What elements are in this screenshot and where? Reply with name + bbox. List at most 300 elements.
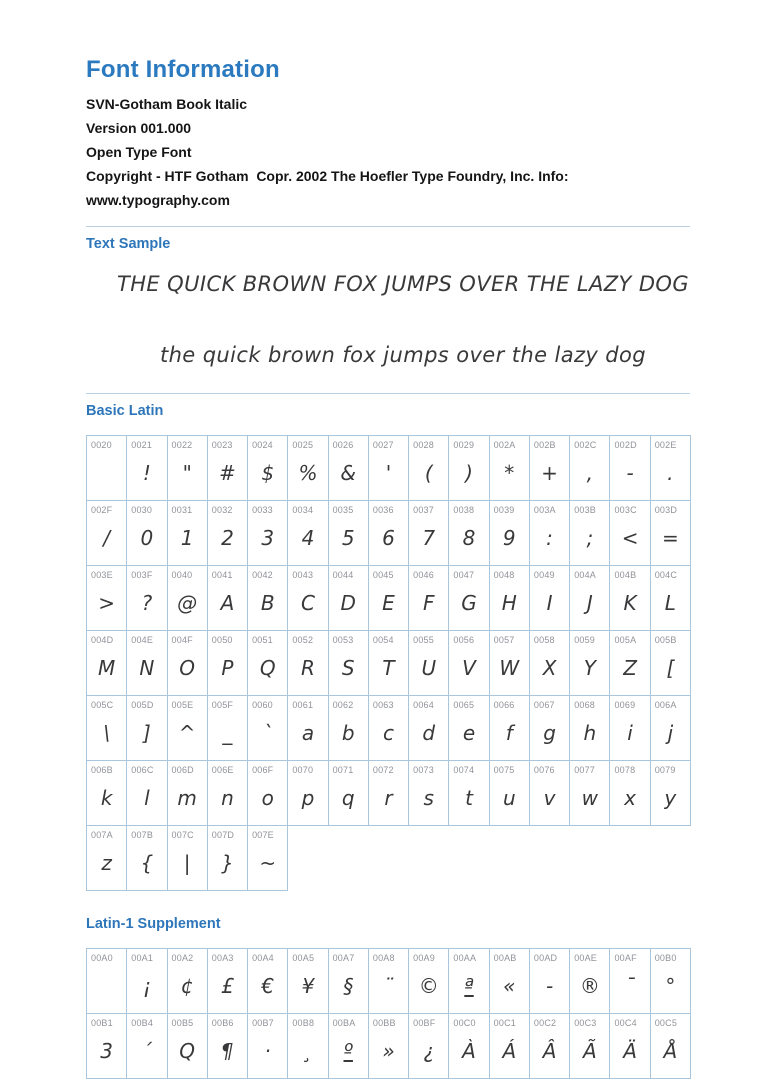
glyph-cell [409, 566, 449, 631]
glyph-cell [490, 949, 530, 1014]
glyph-cell [329, 501, 369, 566]
glyph: v [543, 785, 556, 810]
glyph: C [300, 590, 315, 615]
codepoint-label: 00B8 [292, 1018, 315, 1028]
glyph-cell [288, 949, 328, 1014]
codepoint-label: 0045 [372, 570, 394, 580]
glyph: ¿ [423, 1038, 435, 1063]
glyph: º [343, 1038, 353, 1063]
glyph-cell [127, 566, 167, 631]
glyph: ¡ [142, 973, 151, 998]
glyph-cell [610, 1014, 650, 1079]
glyph-cell [208, 761, 248, 826]
codepoint-label: 00AD [533, 953, 558, 963]
glyph: ¸ [302, 1038, 313, 1063]
glyph: h [583, 720, 597, 745]
glyph-cell [87, 501, 127, 566]
glyph: $ [261, 460, 275, 485]
glyph: o [261, 785, 274, 810]
codepoint-label: 002B [533, 440, 556, 450]
glyph: R [301, 655, 315, 680]
glyph-cell [168, 631, 208, 696]
glyph-cell [490, 696, 530, 761]
codepoint-label: 002F [91, 505, 113, 515]
codepoint-label: 0061 [292, 700, 314, 710]
glyph: F [423, 590, 435, 615]
codepoint-label: 0022 [171, 440, 193, 450]
codepoint-label: 0075 [493, 765, 515, 775]
glyph-cell [610, 436, 650, 501]
codepoint-label: 0047 [453, 570, 475, 580]
codepoint-label: 00BB [372, 1018, 396, 1028]
codepoint-label: 00A9 [413, 953, 435, 963]
glyph-cell [127, 1014, 167, 1079]
glyph-cell [127, 436, 167, 501]
codepoint-label: 00AA [453, 953, 477, 963]
glyph: 3 [261, 525, 275, 550]
glyph: & [340, 460, 357, 485]
codepoint-label: 003B [574, 505, 597, 515]
glyph: ( [424, 460, 433, 485]
glyph: W [499, 655, 520, 680]
codepoint-label: 0077 [574, 765, 596, 775]
glyph: ~ [259, 850, 277, 875]
codepoint-label: 00B5 [171, 1018, 194, 1028]
glyph-cell [208, 566, 248, 631]
codepoint-label: 00C5 [654, 1018, 678, 1028]
codepoint-label: 0067 [533, 700, 555, 710]
glyph: Q [179, 1038, 196, 1063]
glyph-cell [168, 696, 208, 761]
glyph: u [502, 785, 516, 810]
glyph-cell [490, 501, 530, 566]
glyph: V [462, 655, 476, 680]
glyph-cell [409, 761, 449, 826]
glyph-cell [570, 761, 610, 826]
glyph-cell [530, 1014, 570, 1079]
codepoint-label: 00B4 [131, 1018, 154, 1028]
codepoint-label: 005C [91, 700, 114, 710]
glyph: t [465, 785, 473, 810]
glyph-cell [248, 631, 288, 696]
glyph-cell [610, 696, 650, 761]
glyph: ` [262, 720, 273, 745]
glyph: ) [465, 460, 473, 485]
glyph: § [343, 973, 354, 998]
codepoint-label: 0044 [332, 570, 354, 580]
glyph: b [341, 720, 355, 745]
glyph-cell [490, 761, 530, 826]
glyph-cell [530, 949, 570, 1014]
codepoint-label: 005E [171, 700, 194, 710]
codepoint-label: 00C1 [493, 1018, 516, 1028]
glyph-cell [208, 826, 248, 891]
glyph: - [545, 973, 554, 998]
glyph: ' [385, 460, 392, 485]
glyph: À [462, 1038, 476, 1063]
glyph: m [177, 785, 197, 810]
glyph: ^ [178, 720, 196, 745]
glyph-cell [168, 436, 208, 501]
glyph: B [260, 590, 275, 615]
codepoint-label: 0042 [252, 570, 273, 580]
codepoint-label: 0071 [332, 765, 354, 775]
glyph-cell [449, 631, 489, 696]
codepoint-label: 0052 [292, 635, 314, 645]
glyph: » [382, 1038, 395, 1063]
codepoint-label: 004C [654, 570, 678, 580]
codepoint-label: 0066 [493, 700, 515, 710]
codepoint-label: 00C3 [574, 1018, 597, 1028]
glyph: ª [464, 973, 474, 998]
codepoint-label: 0065 [453, 700, 475, 710]
codepoint-label: 00C0 [453, 1018, 476, 1028]
glyph: % [298, 460, 318, 485]
font-website: www.typography.com [86, 192, 230, 208]
glyph: 5 [341, 525, 355, 550]
glyph: Z [623, 655, 637, 680]
glyph-cell [288, 1014, 328, 1079]
glyph: * [504, 460, 515, 485]
glyph: Ä [623, 1038, 637, 1063]
glyph: g [543, 720, 556, 745]
codepoint-label: 0055 [413, 635, 434, 645]
font-version: Version 001.000 [86, 120, 192, 136]
glyph: < [621, 525, 639, 550]
glyph-cell [409, 949, 449, 1014]
font-copyright: Copyright - HTF Gotham Copr. 2002 The Hoefler Type Foundry, Inc. Info: [86, 168, 569, 184]
codepoint-label: 0054 [372, 635, 394, 645]
glyph: ¨ [383, 973, 394, 998]
glyph-cell [570, 501, 610, 566]
glyph: | [183, 850, 191, 875]
glyph-cell [168, 761, 208, 826]
codepoint-label: 004B [614, 570, 637, 580]
glyph: £ [221, 973, 234, 998]
codepoint-label: 0046 [413, 570, 434, 580]
codepoint-label: 003D [654, 505, 678, 515]
glyph: { [140, 850, 154, 875]
codepoint-label: 005B [654, 635, 677, 645]
glyph: L [664, 590, 676, 615]
glyph: : [546, 525, 553, 550]
glyph: U [421, 655, 437, 680]
section-heading-latin1-supplement: Latin-1 Supplement [86, 916, 221, 932]
codepoint-label: 00A4 [252, 953, 274, 963]
codepoint-label: 004E [131, 635, 154, 645]
codepoint-label: 0021 [131, 440, 153, 450]
codepoint-label: 0062 [332, 700, 354, 710]
glyph-cell [87, 761, 127, 826]
basic-latin-glyph-table [86, 435, 691, 891]
codepoint-label: 004A [574, 570, 597, 580]
glyph: ¶ [221, 1038, 234, 1063]
codepoint-label: 0076 [533, 765, 555, 775]
glyph-cell [208, 1014, 248, 1079]
glyph-cell [369, 501, 409, 566]
glyph: 1 [180, 525, 194, 550]
codepoint-label: 0026 [332, 440, 354, 450]
text-sample-lowercase: the quick brown fox jumps over the lazy dog [159, 343, 647, 367]
glyph: c [382, 720, 394, 745]
codepoint-label: 00A0 [91, 953, 113, 963]
codepoint-label: 003F [131, 570, 153, 580]
glyph: ¯ [625, 973, 636, 998]
glyph-cell [127, 761, 167, 826]
glyph: ® [579, 973, 600, 998]
glyph-cell [87, 696, 127, 761]
codepoint-label: 0057 [493, 635, 515, 645]
glyph-cell [610, 761, 650, 826]
glyph-cell [127, 501, 167, 566]
glyph: ] [142, 720, 151, 745]
glyph: > [98, 590, 116, 615]
glyph: ? [141, 590, 153, 615]
glyph: e [462, 720, 476, 745]
codepoint-label: 003E [91, 570, 113, 580]
codepoint-label: 0070 [292, 765, 314, 775]
glyph: j [667, 720, 674, 745]
glyph: \ [103, 720, 110, 745]
glyph-cell [248, 761, 288, 826]
codepoint-label: 0036 [372, 505, 394, 515]
glyph-cell [651, 761, 691, 826]
codepoint-label: 006A [654, 700, 677, 710]
codepoint-label: 002C [574, 440, 597, 450]
glyph-cell [369, 436, 409, 501]
glyph-cell [248, 949, 288, 1014]
glyph-cell [288, 631, 328, 696]
glyph-cell [651, 566, 691, 631]
codepoint-label: 005F [211, 700, 234, 710]
codepoint-label: 002A [493, 440, 516, 450]
glyph: x [624, 785, 636, 810]
codepoint-label: 00AE [574, 953, 598, 963]
glyph: l [144, 785, 150, 810]
codepoint-label: 005D [131, 700, 154, 710]
codepoint-label: 007A [91, 830, 113, 840]
glyph: O [179, 655, 196, 680]
glyph-cell [248, 826, 288, 891]
codepoint-label: 006F [252, 765, 274, 775]
glyph-cell [329, 696, 369, 761]
glyph: N [139, 655, 155, 680]
codepoint-label: 00B1 [91, 1018, 113, 1028]
glyph-cell [127, 631, 167, 696]
font-info-block [86, 92, 690, 212]
glyph-cell [288, 566, 328, 631]
glyph-cell [570, 566, 610, 631]
glyph-cell [490, 1014, 530, 1079]
codepoint-label: 00BF [413, 1018, 436, 1028]
glyph-cell [409, 631, 449, 696]
glyph-cell [87, 826, 127, 891]
codepoint-label: 003C [614, 505, 637, 515]
glyph: . [667, 460, 674, 485]
glyph: ´ [141, 1038, 152, 1063]
glyph-cell [87, 949, 127, 1014]
glyph: Å [663, 1038, 678, 1063]
glyph-cell [329, 631, 369, 696]
glyph: Q [259, 655, 276, 680]
codepoint-label: 0035 [332, 505, 354, 515]
codepoint-label: 004D [91, 635, 114, 645]
glyph-cell [87, 1014, 127, 1079]
glyph: G [461, 590, 477, 615]
codepoint-label: 00A3 [211, 953, 234, 963]
glyph-cell [248, 1014, 288, 1079]
glyph-cell [288, 696, 328, 761]
glyph-cell [369, 761, 409, 826]
glyph: D [340, 590, 356, 615]
codepoint-label: 0064 [413, 700, 434, 710]
codepoint-label: 0049 [533, 570, 555, 580]
glyph-cell [329, 566, 369, 631]
glyph: a [301, 720, 315, 745]
codepoint-label: 00AF [614, 953, 637, 963]
glyph-cell [208, 696, 248, 761]
glyph-cell [248, 501, 288, 566]
codepoint-label: 00C4 [614, 1018, 637, 1028]
glyph: X [542, 655, 557, 680]
glyph-cell [329, 761, 369, 826]
glyph-cell [369, 566, 409, 631]
glyph-cell [570, 631, 610, 696]
glyph-cell [248, 436, 288, 501]
glyph-cell [168, 949, 208, 1014]
glyph: s [423, 785, 434, 810]
glyph-cell [409, 436, 449, 501]
glyph-cell [127, 826, 167, 891]
glyph-cell [651, 436, 691, 501]
glyph-cell [369, 1014, 409, 1079]
codepoint-label: 00A7 [332, 953, 355, 963]
codepoint-label: 0048 [493, 570, 515, 580]
codepoint-label: 00B6 [211, 1018, 234, 1028]
glyph: n [221, 785, 234, 810]
glyph: p [301, 785, 315, 810]
glyph: / [103, 525, 110, 550]
glyph-cell [127, 949, 167, 1014]
codepoint-label: 00B0 [654, 953, 677, 963]
glyph: S [341, 655, 355, 680]
section-heading-text-sample: Text Sample [86, 236, 171, 252]
font-type: Open Type Font [86, 144, 192, 160]
codepoint-label: 0027 [372, 440, 394, 450]
glyph [87, 450, 126, 500]
codepoint-label: 0033 [252, 505, 273, 515]
glyph: z [101, 850, 112, 875]
glyph-cell [651, 949, 691, 1014]
codepoint-label: 006C [131, 765, 154, 775]
codepoint-label: 004F [171, 635, 193, 645]
codepoint-label: 007B [131, 830, 154, 840]
glyph: q [341, 785, 355, 810]
page-title: Font Information [86, 56, 280, 83]
glyph-cell [87, 566, 127, 631]
glyph: _ [222, 720, 233, 745]
glyph: Y [583, 655, 596, 680]
glyph: ; [586, 525, 594, 550]
glyph: K [623, 590, 637, 615]
glyph-cell [651, 696, 691, 761]
glyph-cell [490, 566, 530, 631]
glyph-cell [610, 631, 650, 696]
codepoint-label: 007D [211, 830, 235, 840]
glyph-cell [369, 949, 409, 1014]
codepoint-label: 00B7 [252, 1018, 274, 1028]
codepoint-label: 003A [533, 505, 556, 515]
glyph: r [384, 785, 393, 810]
glyph-cell [409, 501, 449, 566]
glyph: « [503, 973, 516, 998]
codepoint-label: 007E [252, 830, 274, 840]
glyph-cell [530, 631, 570, 696]
codepoint-label: 0020 [91, 440, 112, 450]
glyph-cell [530, 566, 570, 631]
glyph-cell [449, 566, 489, 631]
codepoint-label: 0039 [493, 505, 515, 515]
glyph-cell [449, 949, 489, 1014]
codepoint-label: 0043 [292, 570, 314, 580]
codepoint-label: 0051 [252, 635, 273, 645]
glyph: Á [502, 1038, 517, 1063]
glyph-cell [87, 631, 127, 696]
codepoint-label: 0028 [413, 440, 434, 450]
glyph-cell [168, 826, 208, 891]
codepoint-label: 0024 [252, 440, 273, 450]
codepoint-label: 0034 [292, 505, 314, 515]
glyph: H [501, 590, 517, 615]
codepoint-label: 00A8 [372, 953, 395, 963]
codepoint-label: 0038 [453, 505, 475, 515]
codepoint-label: 0079 [654, 765, 676, 775]
glyph: E [382, 590, 395, 615]
glyph: f [505, 720, 513, 745]
codepoint-label: 0032 [211, 505, 233, 515]
codepoint-label: 0068 [574, 700, 596, 710]
codepoint-label: 0072 [372, 765, 394, 775]
codepoint-label: 0053 [332, 635, 354, 645]
codepoint-label: 0060 [252, 700, 273, 710]
codepoint-label: 00AB [493, 953, 517, 963]
glyph-cell [651, 501, 691, 566]
glyph: I [546, 590, 553, 615]
glyph-cell [449, 501, 489, 566]
glyph-cell [570, 436, 610, 501]
glyph: = [661, 525, 679, 550]
glyph-cell [651, 1014, 691, 1079]
glyph-cell [449, 761, 489, 826]
glyph-cell [208, 631, 248, 696]
glyph-cell [449, 1014, 489, 1079]
glyph: + [541, 460, 558, 485]
glyph: i [627, 720, 633, 745]
glyph: 6 [382, 525, 395, 550]
glyph: y [664, 785, 677, 810]
codepoint-label: 0050 [211, 635, 233, 645]
glyph: ° [665, 973, 676, 998]
codepoint-label: 00A1 [131, 953, 154, 963]
glyph: 0 [140, 525, 154, 550]
glyph-cell [570, 949, 610, 1014]
codepoint-label: 0040 [171, 570, 193, 580]
glyph: ¢ [180, 973, 194, 998]
glyph: d [422, 720, 436, 745]
codepoint-label: 002D [614, 440, 637, 450]
glyph: - [626, 460, 634, 485]
glyph-cell [490, 631, 530, 696]
